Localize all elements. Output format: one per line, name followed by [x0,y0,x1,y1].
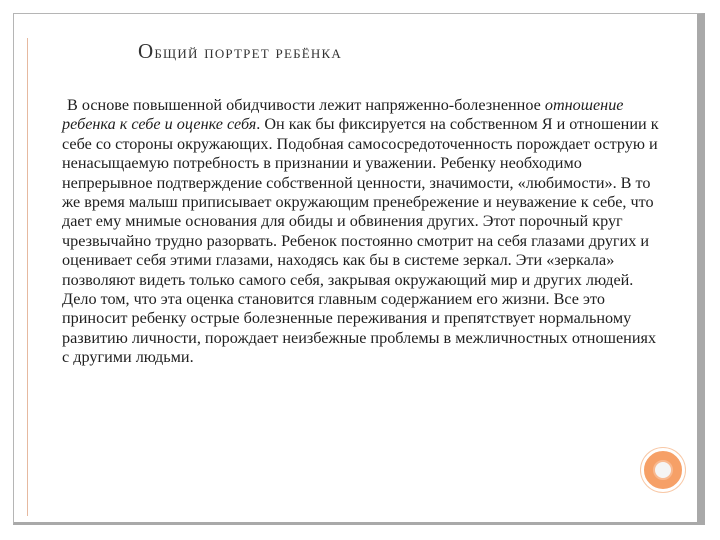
orange-ring-center [653,460,673,480]
left-vertical-rule [27,38,28,516]
body-paragraph [62,96,666,368]
paragraph-intro: В основе повышенной обидчивости лежит напряженно-болезненное [67,96,541,114]
slide-title [138,39,342,64]
title-first-word-rest: бщий [154,42,199,62]
title-rest: портрет ребёнка [204,42,342,62]
paragraph-emphasis: отношение ребенка к себе и оценке себя [62,96,624,134]
orange-ring-icon [641,448,685,492]
paragraph-rest: . Он как бы фиксируется на собственном Я и отношении к себе со стороны окружающих. Подобная самососредоточенность порождает острую и ненасыщаемую потребность в признании и уважении. Ребенку необходимо непрерывное подтверждение собственной ценности, значимости, «любимости». В то же время малыш приписывает окружающим пренебрежение и неуважение к себе, что дает ему мнимые основания для обиды и обвинения других. Этот порочный круг чрезвычайно трудно разорвать. Ребенок постоянно смотрит на себя глазами других и оценивает себя этими глазами, находясь как бы в системе зеркал. Эти «зеркала» позволяют видеть только самого себя, закрывая окружающий мир и других людей. Дело том, что эта оценка становится главным содержанием его жизни. Все это приносит ребенку острые болезненные переживания и препятствует нормальному развитию личности, порождает неизбежные проблемы в межличностных отношениях с другими людьми. [62,115,659,367]
title-first-letter: О [138,39,155,63]
